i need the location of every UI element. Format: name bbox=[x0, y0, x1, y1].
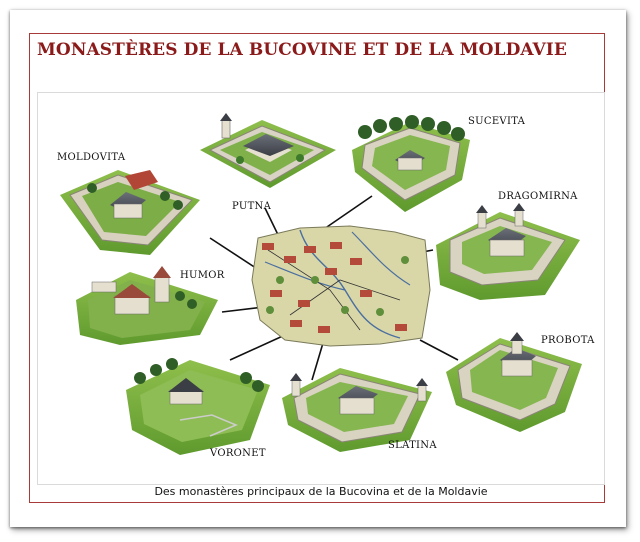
dragomirna-illustration bbox=[436, 203, 580, 300]
page-title: MONASTÈRES DE LA BUCOVINE ET DE LA MOLDAVIE bbox=[37, 40, 567, 60]
label-moldovita: MOLDOVITA bbox=[57, 152, 126, 163]
probota-illustration bbox=[446, 332, 582, 432]
label-humor: HUMOR bbox=[180, 270, 225, 281]
putna-illustration bbox=[200, 113, 336, 188]
voronet-illustration bbox=[126, 358, 270, 455]
label-slatina: SLATINA bbox=[388, 440, 437, 451]
label-dragomirna: DRAGOMIRNA bbox=[498, 191, 578, 202]
label-probota: PROBOTA bbox=[541, 335, 595, 346]
region-map bbox=[252, 226, 430, 346]
moldovita-illustration bbox=[60, 170, 200, 255]
image-caption: Des monastères principaux de la Bucovina et de la Moldavie bbox=[154, 485, 488, 498]
label-putna: PUTNA bbox=[232, 201, 272, 212]
label-voronet: VORONET bbox=[210, 448, 266, 459]
label-sucevita: SUCEVITA bbox=[468, 116, 526, 127]
